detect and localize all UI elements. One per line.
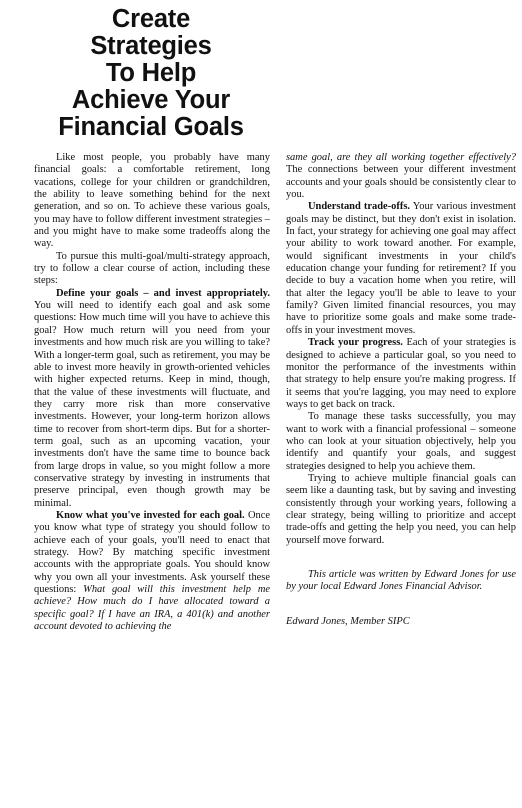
paragraph-text: The connections between your different investment accounts and your goals should be consistently clear to you. [286, 164, 516, 201]
paragraph-italic: What goal will this investment help me achieve? How much do I have allocated toward a specific goal? If I have an IRA, a 401(k) and another account devoted to achieving the [34, 584, 270, 633]
paragraph-text: You will need to identify each goal and ask some questions: How much time will you have to achieve this goal? How much return will you need from your investments and how much risk are you willing to take? With a longer-term goal, such as retirement, you may be able to invest more heavily in growth-oriented vehicles with higher expected returns. Keep in mind, though, that the value of these investments will fluctuate, and they carry more risk than more conservative investments. However, your long-term horizon allows time to recover from short-term dips. But for a shorter-term goal, such as an upcoming vacation, your investments don't have the same time to bounce back from large drops in value, so you might follow a more conservative strategy by investing in instruments that preserve principal, even though growth may be minimal. [34, 300, 270, 509]
title-line: Create [111, 5, 191, 33]
byline: This article was written by Edward Jones for use by your local Edward Jones Financial Advisor. [286, 569, 516, 593]
section-heading: Define your goals – and invest appropriately. [56, 287, 270, 299]
paragraph [34, 288, 270, 510]
paragraph-text: Your various investment goals may be distinct, but they don't exist in isolation. In fact, your strategy for achieving one goal may affect your ability to work toward another. For example, would significant investments in your child's education change your funding for retirement? If you decide to buy a vacation home when you retire, will that alter the legacy you'll be able to leave to your family? Given limited financial resources, you may have to prioritize some goals and make some trade-offs in your investment moves. [286, 201, 516, 336]
paragraph [286, 337, 516, 411]
left-column [34, 152, 270, 633]
paragraph [286, 152, 516, 201]
article-title [30, 6, 272, 141]
paragraph [286, 201, 516, 337]
title-line: Achieve Your [71, 86, 231, 114]
title-line: Strategies [90, 32, 212, 60]
section-heading: Track your progress. [308, 337, 403, 349]
title-line: To Help [105, 59, 197, 87]
paragraph-text: Once you know what type of strategy you should follow to achieve each of your goals, you'll need to enact that strategy. How? By matching specific investment accounts with the appropriate goals. You should know why you own all your investments. Ask yourself these questions: [34, 509, 270, 596]
paragraph: Like most people, you probably have many financial goals: a comfortable retirement, long vacations, college for your children or grandchildren, the ability to leave something behind for the next generation, and so on. To achieve these various goals, you may have to follow different investment strategies – and you might have to make some tradeoffs along the way. [34, 152, 270, 250]
paragraph [34, 510, 270, 633]
section-heading: Understand trade-offs. [308, 201, 411, 213]
member-sipc: Edward Jones, Member SIPC [286, 615, 410, 627]
section-heading: Know what you've invested for each goal. [56, 509, 245, 521]
title-line: Financial Goals [58, 113, 244, 141]
paragraph-italic: same goal, are they all working together effectively? [286, 152, 516, 163]
paragraph: To manage these tasks successfully, you may want to work with a financial professional – someone who can look at your situation objectively, help you identify and quantify your goals, and suggest strategies designed to help you achieve them. [286, 411, 516, 472]
paragraph: Trying to achieve multiple financial goals can seem like a daunting task, but by saving and investing consistently through your working years, following a clear strategy, being willing to prioritize and accept trade-offs and getting the help you need, you can help yourself move forward. [286, 472, 516, 546]
paragraph-text: Each of your strategies is designed to achieve a particular goal, so you need to monitor the performance of the investments within that strategy to help ensure you're making progress. If it seems that you're lagging, you may need to explore ways to get back on track. [286, 337, 516, 410]
right-column [286, 152, 516, 628]
paragraph: To pursue this multi-goal/multi-strategy approach, try to follow a clear course of action, including these steps: [34, 250, 270, 287]
